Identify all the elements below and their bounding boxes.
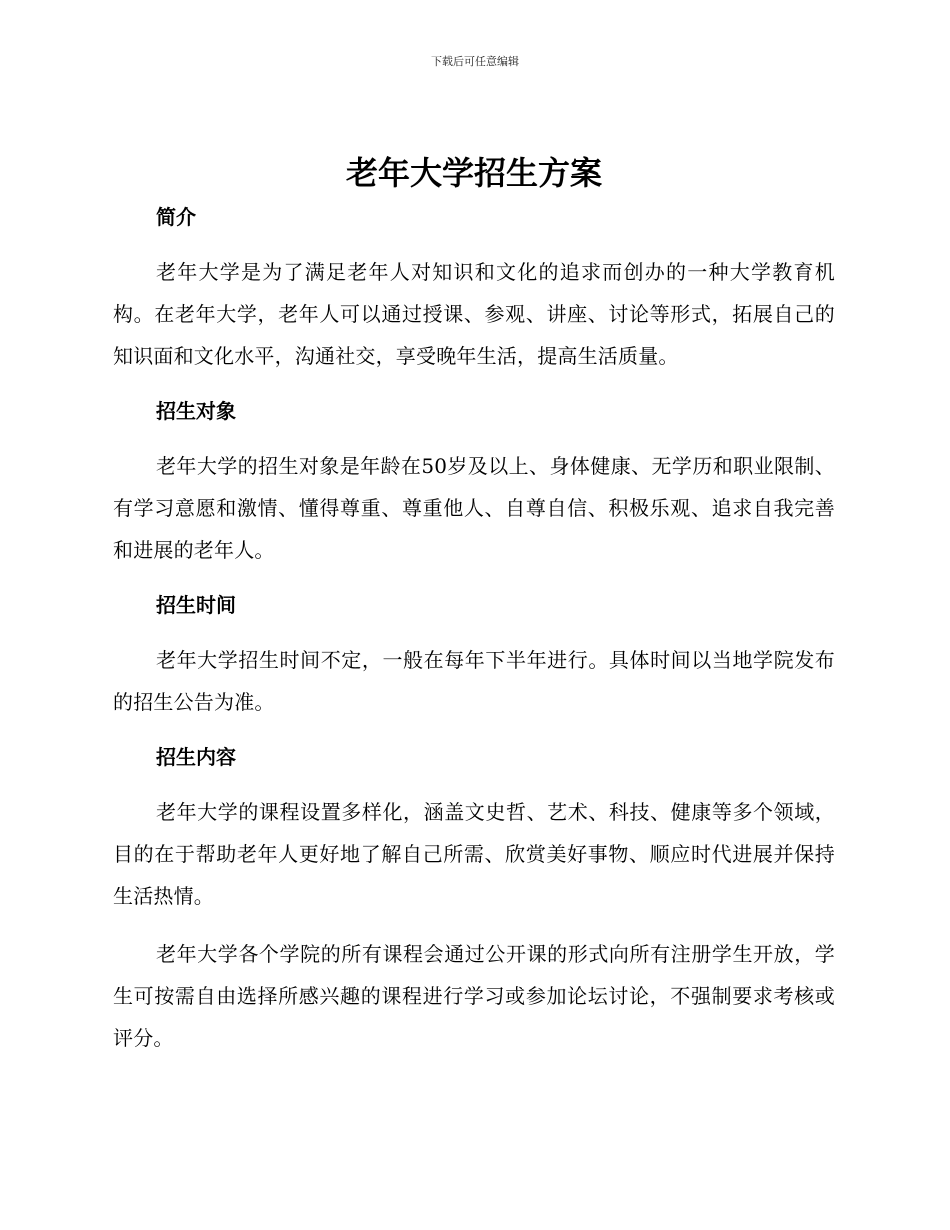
- header-note: 下载后可任意编辑: [431, 55, 519, 68]
- section-heading-target: 招生对象: [156, 399, 236, 423]
- section-paragraph-content-2: 老年大学各个学院的所有课程会通过公开课的形式向所有注册学生开放，学生可按需自由选择所感兴趣的课程进行学习或参加论坛讨论，不强制要求考核或评分。: [113, 942, 835, 1050]
- document-body: [113, 148, 835, 1059]
- section-paragraph-target: 老年大学的招生对象是年龄在50岁及以上、身体健康、无学历和职业限制、有学习意愿和激情、懂得尊重、尊重他人、自尊自信、积极乐观、追求自我完善和进展的老年人。: [113, 454, 835, 562]
- section-paragraph-intro: 老年大学是为了满足老年人对知识和文化的追求而创办的一种大学教育机构。在老年大学，老年人可以通过授课、参观、讲座、讨论等形式，拓展自己的知识面和文化水平，沟通社交，享受晚年生活，提高生活质量。: [113, 260, 835, 368]
- section-paragraph-time: 老年大学招生时间不定，一般在每年下半年进行。具体时间以当地学院发布的招生公告为准。: [113, 648, 835, 714]
- section-heading-time: 招生时间: [156, 593, 236, 617]
- section-heading-content: 招生内容: [156, 745, 236, 769]
- section-paragraph-content-1: 老年大学的课程设置多样化，涵盖文史哲、艺术、科技、健康等多个领域，目的在于帮助老年人更好地了解自己所需、欣赏美好事物、顺应时代进展并保持生活热情。: [113, 800, 835, 908]
- section-heading-intro: 简介: [156, 205, 196, 229]
- document-title: 老年大学招生方案: [345, 154, 602, 192]
